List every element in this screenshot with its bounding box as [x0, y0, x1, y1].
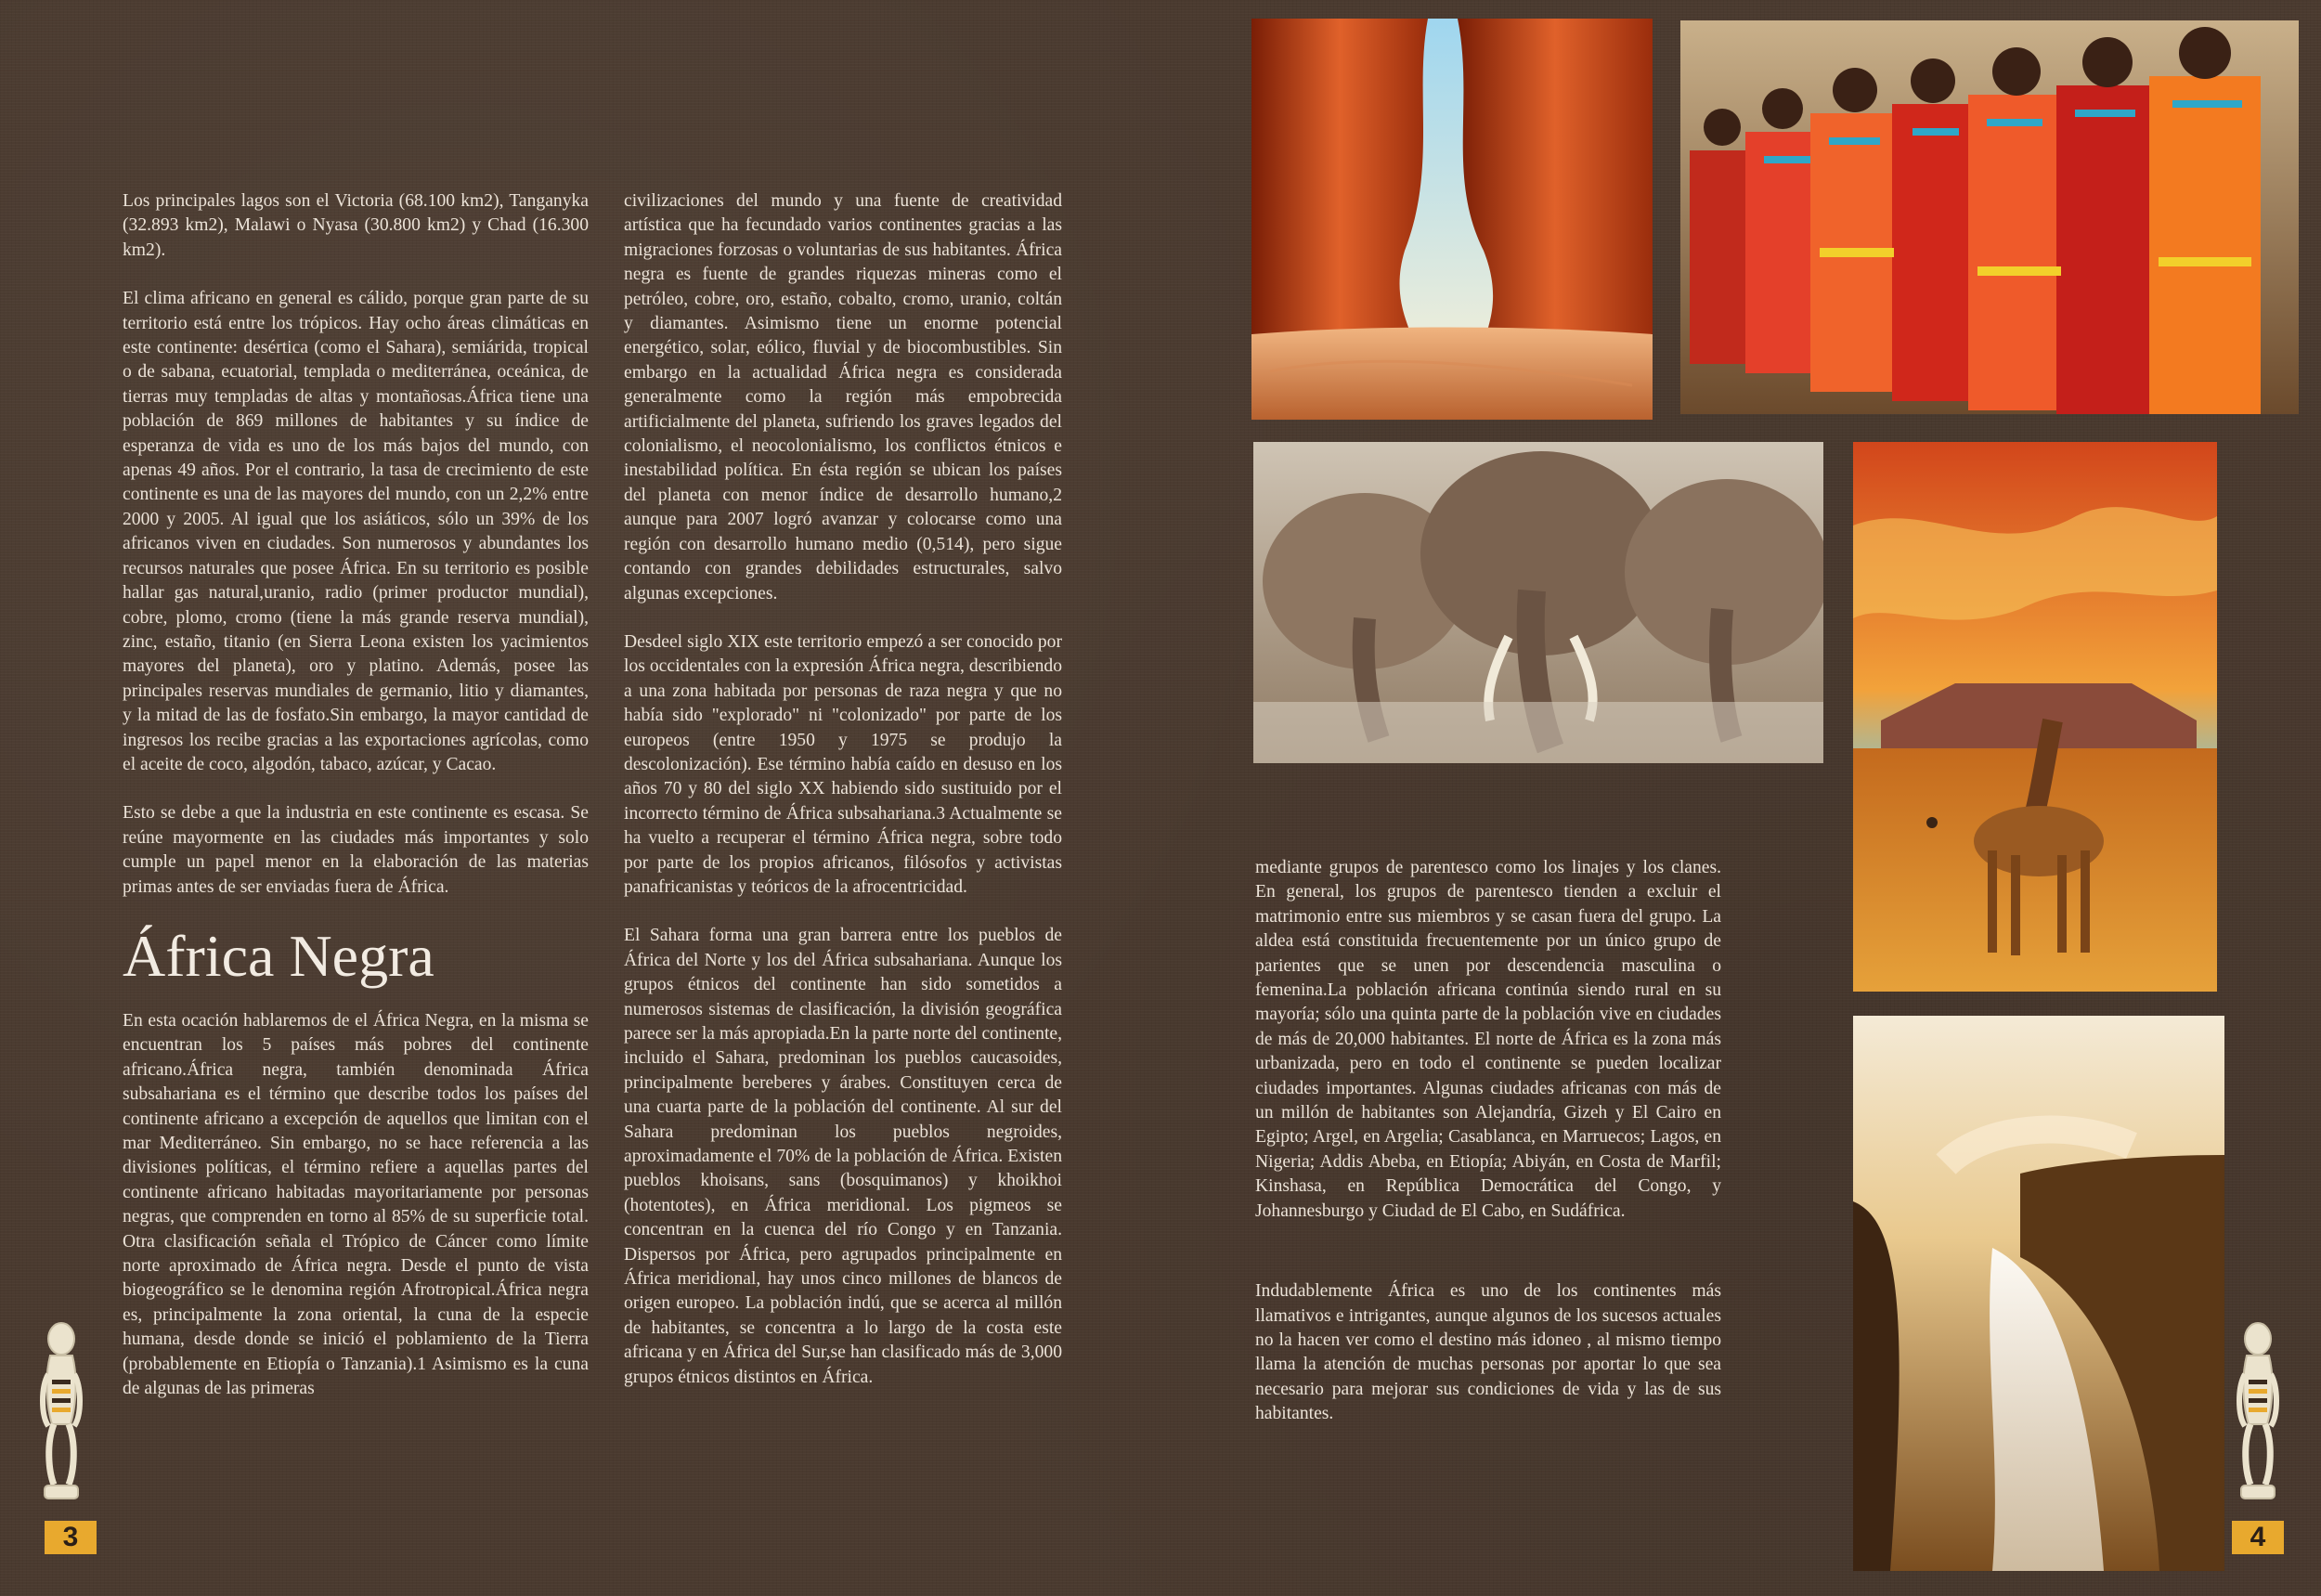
- maasai-women-photo: [1680, 20, 2299, 414]
- waterfall-photo: [1853, 1016, 2224, 1571]
- page-number: 4: [2232, 1521, 2284, 1554]
- giraffe-sunset-photo: [1853, 442, 2217, 992]
- paragraph: Indudablemente África es uno de los continentes más llamativos e intrigantes, aunque algunos de los sucesos actuales no la hacen ver como el destino más idoneo , al mismo tiempo llama la atención de muchas personas por aportar lo que sea necesario para mejorar sus condiciones de vida y las de sus habitantes.: [1255, 1281, 1721, 1424]
- african-figure-icon: [35, 1322, 87, 1504]
- left-column-2: [624, 189, 1062, 1414]
- paragraph: El Sahara forma una gran barrera entre los pueblos de África del Norte y los del África subsahariana. Aunque los grupos étnicos del continente han sido sometidos a numerosos sistemas de clasificación, la división geográfica parece ser la más apropiada.En la parte norte del continente, incluido el Sahara, predominan los pueblos caucasoides, principalmente bereberes y árabes. Constituyen cerca de una cuarta parte de la población del continente. Al sur del Sahara predominan los pueblos negroides, aproximadamente el 70% de la población de África. Existen pueblos khoisans, sans (bosquimanos) y khoikhoi (hotentotes), en África meridional. Los pigmeos se concentran en la cuenca del río Congo y en Tanzania. Dispersos por África, pero agrupados principalmente en África meridional, hay unos cinco millones de blancos de origen europeo. La población indú, que se acerca al millón de habitantes, se concentra a lo largo de la costa este africana y en África del Sur,se han clasificado más de 3,000 grupos étnicos distintos en África.: [624, 926, 1062, 1387]
- paragraph: Los principales lagos son el Victoria (68.100 km2), Tanganyka (32.893 km2), Malawi o Nyasa (30.800 km2) y Chad (16.300 km2).: [123, 191, 589, 260]
- canyon-photo: [1251, 19, 1653, 420]
- left-column-1: [123, 189, 589, 1425]
- paragraph: En esta ocación hablaremos de el África Negra, en la misma se encuentran los 5 países más pobres del continente africano.África negra, también denominada África subsahariana es el término que describe todos los países del continente africano a excepción de aquellos que limitan con el mar Mediterráneo. Sin embargo, no se hace referencia a las divisiones políticas, el término refiere a aquellas partes del continente africano habitadas mayoritariamente por personas negras, que comprenden en torno al 85% de su superficie total. Otra clasificación señala el Trópico de Cáncer como límite norte aproximado de África negra. Desde el punto de vista biogeográfico se le denomina región Afrotropical.África negra es, principalmente la zona oriental, la cuna de la especie humana, desde donde se inició el poblamiento de la Tierra (probablemente en Etiopía o Tanzania).1 Asimismo es la cuna de algunas de las primeras: [123, 1010, 589, 1399]
- paragraph: Desdeel siglo XIX este territorio empezó a ser conocido por los occidentales con la expresión África negra, describiendo a una zona habitada por personas de raza negra y que no había sido "explorado" ni "colonizado" por parte de los europeos (entre 1950 y 1975 se produjo la descolonización). Ese término había caído en desuso en los años 70 y 80 del siglo XX habiendo sido sustituido por el incorrecto término de África subsahariana.3 Actualmente se ha vuelto a recuperar el término África negra, sobre todo por parte de los propios africanos, filósofos y activistas panafricanistas y teóricos de la afrocentricidad.: [624, 631, 1062, 897]
- elephants-photo: [1253, 442, 1823, 763]
- paragraph: mediante grupos de parentesco como los linajes y los clanes. En general, los grupos de parentesco tienden a excluir el matrimonio entre sus miembros y se casan fuera del grupo. La aldea está constituida frecuentemente por un único grupo de parientes que se unen por descendencia masculina o femenina.La población africana continúa siendo rural en su mayoría; sólo una quinta parte de la población vive en ciudades de más de 20,000 habitantes. El norte de África es la zona más urbanizada, pero en todo el continente se pueden localizar ciudades importantes. Algunas ciudades africanas con más de un millón de habitantes son Alejandría, Gizeh y El Cairo en Egipto; Argel, en Argelia; Casablanca, en Marruecos; Lagos, en Nigeria; Addis Abeba, en Etiopía; Abiyán, en Costa de Marfil; Kinshasa, en República Democrática del Congo, y Johannesburgo y Ciudad de El Cabo, en Sudáfrica.: [1255, 858, 1721, 1221]
- page-number: 3: [45, 1521, 97, 1554]
- paragraph: Esto se debe a que la industria en este continente es escasa. Se reúne mayormente en las ciudades más importantes y solo cumple un papel menor en la elaboración de las materias primas antes de ser enviadas fuera de África.: [123, 803, 589, 897]
- african-figure-icon: [2232, 1322, 2284, 1504]
- section-heading: África Negra: [123, 922, 434, 989]
- paragraph: El clima africano en general es cálido, porque gran parte de su territorio está entre los trópicos. Hay ocho áreas climáticas en este continente: desértica (como el Sahara), semiárida, tropical o de sabana, ecuatorial, templada o mediterránea, oceánica, de tierras muy templadas de altas y montañosas.África tiene una población de 869 millones de habitantes y su índice de esperanza de vida es uno de los más bajos del mundo, con apenas 49 años. Por el contrario, la tasa de crecimiento de este continente es una de las mayores del mundo, con un 2,2% entre 2000 y 2005. Al igual que los asiáticos, sólo un 39% de los africanos viven en ciudades. Son numerosos y abundantes los recursos naturales que posee África. En su territorio es posible hallar gas natural,uranio, radio (primer productor mundial), cobre, plomo, cromo (tiene la más grande reserva mundial), zinc, estaño, titanio (en Sierra Leona existen los yacimientos mayores del planeta), oro y platino. Además, posee las principales reservas mundiales de germanio, litio y diamantes, y la mitad de las de fosfato.Sin embargo, la mayor cantidad de ingresos los recibe gracias a las exportaciones agrícolas, como el aceite de coco, algodón, tabaco, azúcar, y Cacao.: [123, 289, 589, 774]
- right-column: [1255, 856, 1721, 1451]
- paragraph: civilizaciones del mundo y una fuente de creatividad artística que ha fecundado varios continentes gracias a las migraciones forzosas o voluntarias de sus habitantes. África negra es fuente de grandes riquezas mineras como el petróleo, cobre, oro, estaño, cobalto, cromo, uranio, coltán y diamantes. Asimismo tiene un enorme potencial energético, solar, eólico, fluvial y de biocombustibles. Sin embargo en la actualidad África negra es considerada generalmente como la región más empobrecida artificialmente del planeta, sufriendo los graves legados del colonialismo, el neocolonialismo, los conflictos étnicos e inestabilidad política. En ésta región se ubican los países del planeta con menor índice de desarrollo humano,2 aunque para 2007 logró avanzar y colocarse como una región con desarrollo humano medio (0,514), pero sigue contando con grandes debilidades estructurales, salvo algunas excepciones.: [624, 191, 1062, 603]
